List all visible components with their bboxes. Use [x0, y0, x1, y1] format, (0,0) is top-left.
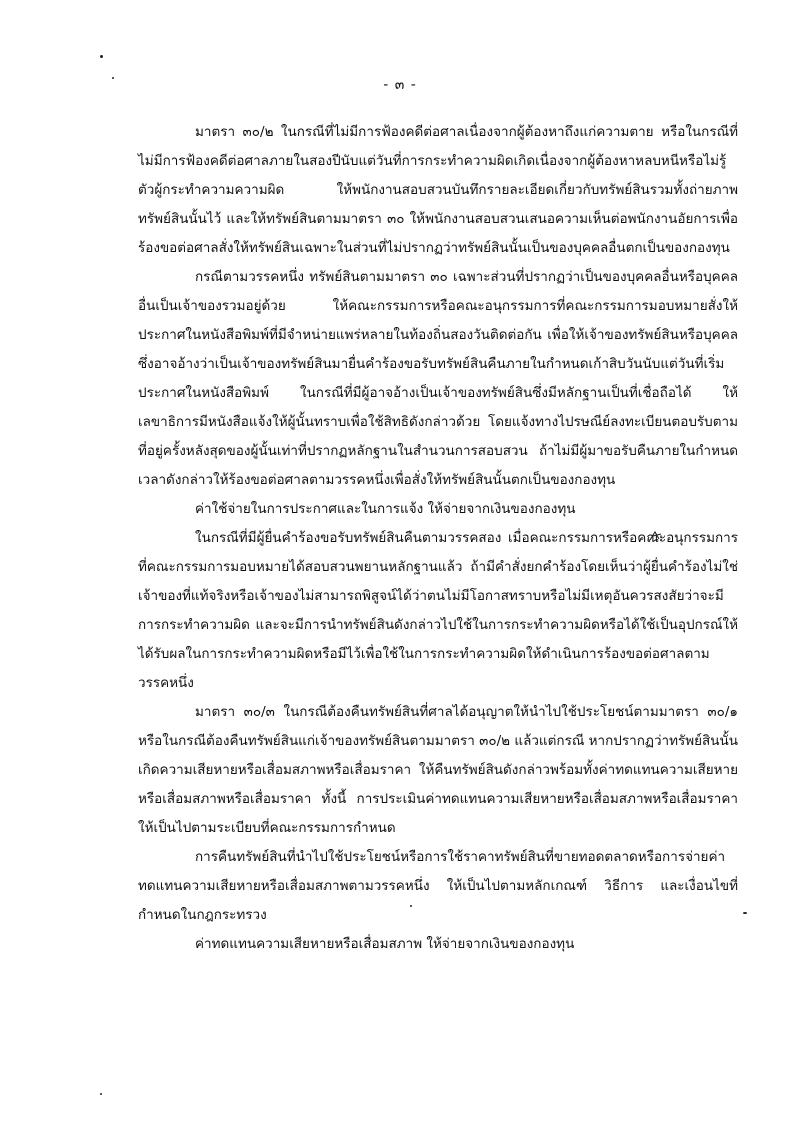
scan-speck [410, 905, 412, 907]
paragraph-claim-dismissal: ในกรณีที่มีผู้ยื่นคำร้องขอรับทรัพย์สินคืนตามวรรคสอง เมื่อคณะกรรมการหรือคณะอนุกรรมการที่คณะกรรมการมอบหมายได้สอบสวนพยานหลักฐานแล้ว ถ้ามีคำสั่งยกคำร้องโดยเห็นว่าผู้ยื่นคำร้องไม่ใช่เจ้าของที่แท้จริงหรือเจ้าของไม่สามารถพิสูจน์ได้ว่าตนไม่มีโอกาสทราบหรือไม่มีเหตุอันควรสงสัยว่าจะมีการกระทำความผิด และจะมีการนำทรัพย์สินดังกล่าวไปใช้ในการกระทำความผิดหรือได้ใช้เป็นอุปกรณ์ให้ได้รับผลในการกระทำความผิดหรือมีไว้เพื่อใช้ในการกระทำความผิดให้ดำเนินการร้องขอต่อศาลตามวรรคหนึ่ง [138, 530, 738, 691]
page-number: - ๓ - [383, 77, 417, 93]
document-body [0, 118, 800, 959]
paragraph-section-30-3: มาตรา ๓๐/๓ ในกรณีต้องคืนทรัพย์สินที่ศาลได้อนุญาตให้นำไปใช้ประโยชน์ตามมาตรา ๓๐/๑ หรือในกรณีต้องคืนทรัพย์สินแก่เจ้าของทรัพย์สินตามมาตรา ๓๐/๒ แล้วแต่กรณี หากปรากฏว่าทรัพย์สินนั้นเกิดความเสียหายหรือเสื่อมสภาพหรือเสื่อมราคา ให้คืนทรัพย์สินดังกล่าวพร้อมทั้งค่าทดแทนความเสียหายหรือเสื่อมสภาพหรือเสื่อมราคา ทั้งนี้ การประเมินค่าทดแทนความเสียหายหรือเสื่อมสภาพหรือเสื่อมราคาให้เป็นไปตามระเบียบที่คณะกรรมการกำหนด [138, 704, 738, 836]
scan-speck [112, 77, 114, 79]
handwritten-insert-mark [649, 530, 663, 542]
scan-speck [743, 912, 747, 914]
paragraph-compensation-source: ค่าทดแทนความเสียหายหรือเสื่อมสภาพ ให้จ่ายจากเงินของกองทุน [195, 936, 575, 952]
scan-speck [100, 1093, 102, 1095]
paragraph-notice-expenses: ค่าใช้จ่ายในการประกาศและในการแจ้ง ให้จ่ายจากเงินของกองทุน [195, 501, 576, 517]
scan-speck [100, 55, 103, 58]
paragraph-section-30-2: มาตรา ๓๐/๒ ในกรณีที่ไม่มีการฟ้องคดีต่อศาลเนื่องจากผู้ต้องหาถึงแก่ความตาย หรือในกรณีที่ไม่มีการฟ้องคดีต่อศาลภายในสองปีนับแต่วันที่การกระทำความผิดเกิดเนื่องจากผู้ต้องหาหลบหนีหรือไม่รู้ตัวผู้กระทำความความผิด ให้พนักงานสอบสวนบันทึกรายละเอียดเกี่ยวกับทรัพย์สินรวมทั้งถ่ายภาพทรัพย์สินนั้นไว้ และให้ทรัพย์สินตามมาตรา ๓๐ ให้พนักงานสอบสวนเสนอความเห็นต่อพนักงานอัยการเพื่อร้องขอต่อศาลสั่งให้ทรัพย์สินเฉพาะในส่วนที่ไม่ปรากฏว่าทรัพย์สินนั้นเป็นของบุคคลอื่นตกเป็นของกองทุน [138, 124, 738, 256]
paragraph-notice-third-party: กรณีตามวรรคหนึ่ง ทรัพย์สินตามมาตรา ๓๐ เฉพาะส่วนที่ปรากฏว่าเป็นของบุคคลอื่นหรือบุคคลอื่นเป็นเจ้าของรวมอยู่ด้วย ให้คณะกรรมการหรือคณะอนุกรรมการที่คณะกรรมการมอบหมายสั่งให้ประกาศในหนังสือพิมพ์ที่มีจำหน่ายแพร่หลายในท้องถิ่นสองวันติดต่อกัน เพื่อให้เจ้าของทรัพย์สินหรือบุคคลซึ่งอาจอ้างว่าเป็นเจ้าของทรัพย์สินมายื่นคำร้องขอรับทรัพย์สินคืนภายในกำหนดเก้าสิบวันนับแต่วันที่เริ่มประกาศในหนังสือพิมพ์ ในกรณีที่มีผู้อาจอ้างเป็นเจ้าของทรัพย์สินซึ่งมีหลักฐานเป็นที่เชื่อถือได้ ให้เลขาธิการมีหนังสือแจ้งให้ผู้นั้นทราบเพื่อใช้สิทธิดังกล่าวด้วย โดยแจ้งทางไปรษณีย์ลงทะเบียนตอบรับตามที่อยู่ครั้งหลังสุดของผู้นั้นเท่าที่ปรากฏหลักฐานในสำนวนการสอบสวน ถ้าไม่มีผู้มาขอรับคืนภายในกำหนดเวลาดังกล่าวให้ร้องขอต่อศาลตามวรรคหนึ่งเพื่อสั่งให้ทรัพย์สินนั้นตกเป็นของกองทุน [138, 269, 738, 488]
paragraph-return-rules: การคืนทรัพย์สินที่นำไปใช้ประโยชน์หรือการใช้ราคาทรัพย์สินที่ขายทอดตลาดหรือการจ่ายค่าทดแทนความเสียหายหรือเสื่อมสภาพตามวรรคหนึ่ง ให้เป็นไปตามหลักเกณฑ์ วิธีการ และเงื่อนไขที่กำหนดในกฎกระทรวง [138, 849, 738, 923]
